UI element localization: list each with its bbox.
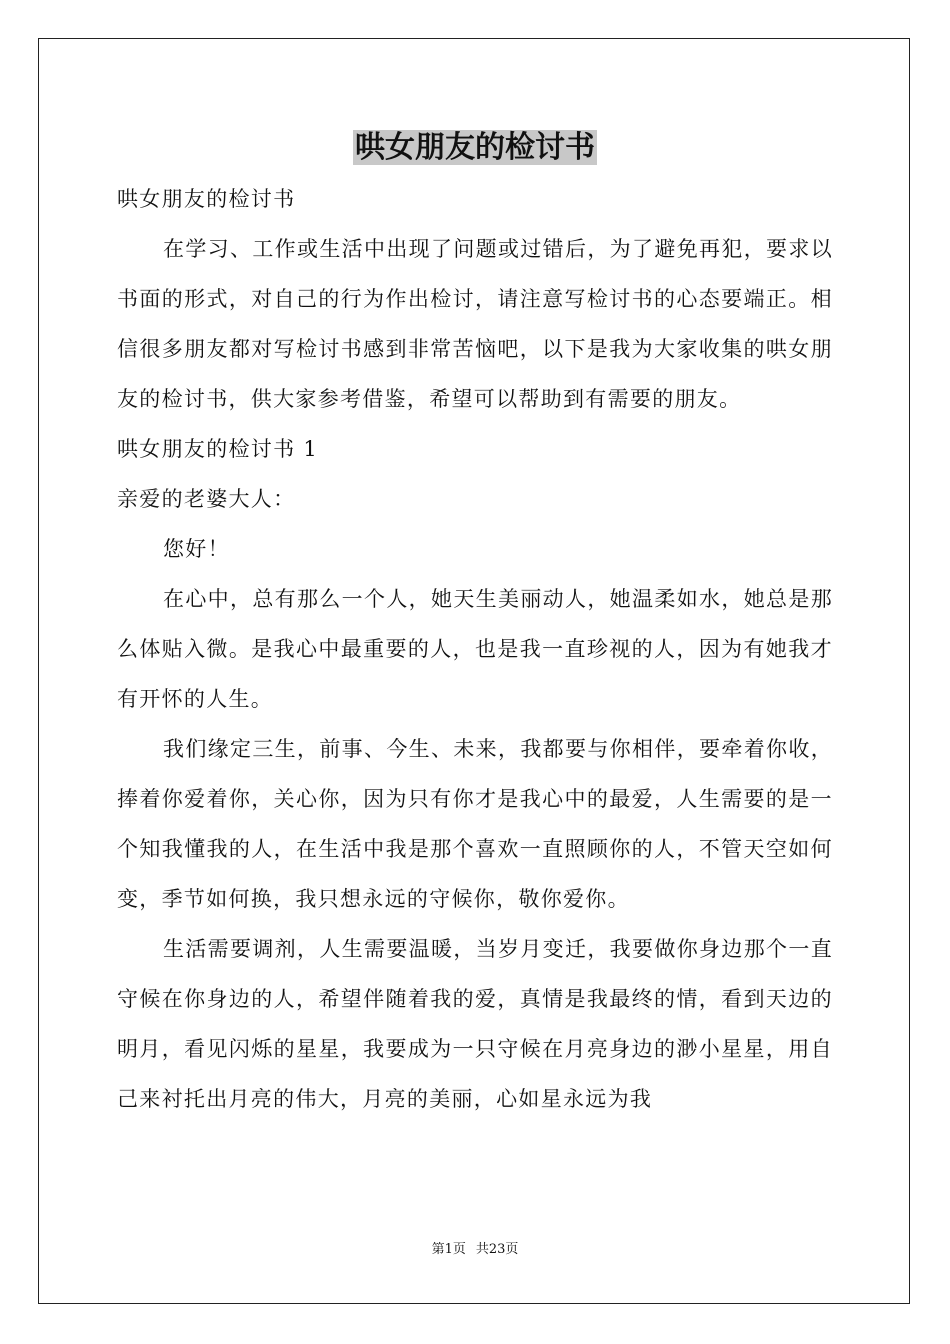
page-total: 共23页: [475, 1242, 519, 1257]
paragraph-body-1: 在心中，总有那么一个人，她天生美丽动人，她温柔如水，她总是那么体贴入微。是我心中最重要的人，也是我一直珍视的人，因为有她我才有开怀的人生。: [117, 587, 833, 711]
greeting: 您好！: [163, 537, 230, 561]
paragraph-subtitle: 哄女朋友的检讨书: [117, 187, 296, 211]
document-title: [0, 126, 950, 170]
document-body: [117, 174, 833, 1124]
salutation: 亲爱的老婆大人：: [117, 487, 296, 511]
document-title-text: 哄女朋友的检讨书: [355, 130, 595, 165]
paragraph-intro: 在学习、工作或生活中出现了问题或过错后，为了避免再犯，要求以书面的形式，对自己的行为作出检讨，请注意写检讨书的心态要端正。相信很多朋友都对写检讨书感到非常苦恼吧，以下是我为大家收集的哄女朋友的检讨书，供大家参考借鉴，希望可以帮助到有需要的朋友。: [117, 237, 833, 411]
page-footer: [0, 1240, 950, 1260]
paragraph-body-2: 我们缘定三生，前事、今生、未来，我都要与你相伴，要牵着你收，捧着你爱着你，关心你，因为只有你才是我心中的最爱，人生需要的是一个知我懂我的人，在生活中我是那个喜欢一直照顾你的人，不管天空如何变，季节如何换，我只想永远的守候你，敬你爱你。: [117, 737, 833, 911]
paragraph-body-3: 生活需要调剂，人生需要温暖，当岁月变迁，我要做你身边那个一直守候在你身边的人，希望伴随着我的爱，真情是我最终的情，看到天边的明月，看见闪烁的星星，我要成为一只守候在月亮身边的渺小星星，用自己来衬托出月亮的伟大，月亮的美丽，心如星永远为我: [117, 937, 833, 1111]
section-heading-1: 哄女朋友的检讨书 1: [117, 437, 319, 461]
page-number: 第1页: [431, 1242, 466, 1257]
